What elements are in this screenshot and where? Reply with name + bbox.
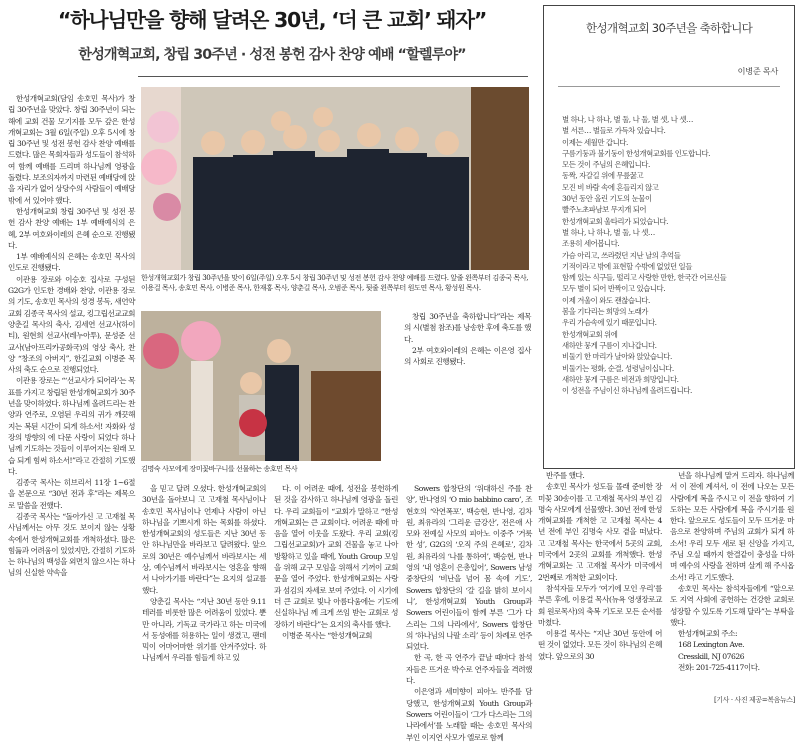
- poem-line: 빨주노초파남보 무지개 되어: [562, 205, 647, 215]
- paragraph: 한성개혁교회 창립 30주년 및 성전 봉헌 감사 찬양 예배는 1부 예배예식의 은혜, 2부 여호와이레의 은혜 순으로 진행됐다.: [8, 206, 135, 250]
- poem-line: 모두 별이 되어 반짝이고 있습니다.: [562, 284, 666, 294]
- paragraph: 김종국 목사는 히브리서 11장 1~6절을 본문으로 “30년 전과 후”라는 제목으로 말씀을 전했다.: [8, 478, 135, 510]
- poem-line: 가슴 아리고, 쓰라렸던 지난 날의 추억들: [562, 250, 681, 260]
- poem-line: 모든 것이 주님의 은혜입니다.: [562, 160, 650, 170]
- poem-line: 이 성전을 주님이신 하나님께 올려드립니다.: [562, 386, 692, 396]
- group-photo: [141, 87, 529, 270]
- flower-gift-photo: [141, 311, 381, 461]
- poem-body: [562, 114, 784, 396]
- group-photo-illustration: [141, 87, 529, 270]
- poem-line: 별 하나, 나 하나, 별 둘, 나 셋…: [562, 227, 655, 237]
- poem-line: 비둘기 한 마리가 날아와 앉았습니다.: [562, 352, 672, 362]
- divider: [138, 76, 528, 77]
- flower-gift-photo-caption: 김명숙 사모에게 장미꽃바구니를 선물하는 송호민 목사: [141, 464, 298, 473]
- flower-gift-photo-illustration: [141, 311, 381, 461]
- poem-line: 동짝, 자갈길 위에 무릎꿇고: [562, 171, 644, 181]
- article-column-3: [274, 483, 398, 705]
- paragraph: 이용걸 목사는 “지난 30년 동안에 어떤 것이 없었다. 모든 것이 하나님의 은혜였다. 앞으로의 30: [538, 629, 662, 661]
- poem-title: 한성개혁교회 30주년을 축하합니다: [585, 21, 753, 35]
- paragraph: 이병준 목사는 “한성개혁교회: [282, 630, 372, 640]
- paragraph: 반주를 했다.: [546, 471, 585, 480]
- paragraph: Sowers 합창단의 ‘위대하신 주를 찬양’, 반나영의 ‘O mio babbino caro’, 조현호의 ‘악연폭포’, 백승현, 반나영, 김차원, 최유라의 ‘그리운 금강산’, 전은애 사모와 전예실 사모의 피아노 이중주 ‘거룩한 성’, G2G의 ‘오직 주의 은혜로’, 김차원, 최유라의 ‘나를 통하여’, 백승현, 반나영의 ‘내 영혼이 은총입어’, Sowers 남성 중창단의 ‘비난을 넘어 몸 속에 기도’, Sowers 합창단의 ‘갈 길을 밝히 보이시니’, 한성개혁교회 Youth Group과 Sowers 어린이들이 함께 부른 ‘그가 다스리는 그의 나라에서’, Sowers 합창단의 ‘하나님의 나팔 소리’ 등이 차례로 연주되었다.: [406, 484, 532, 652]
- poem-line: 30년 동안 올린 기도의 눈물이: [562, 194, 652, 204]
- poem-author: 이병준 목사: [737, 66, 778, 76]
- article-headline: “하나님만을 향해 달려온 30년, ‘더 큰 교회’ 돼자”: [57, 8, 487, 32]
- poem-line: 새하얀 뭉게 구름은 비전과 희망입니다.: [562, 374, 679, 384]
- article-column-1: [8, 93, 135, 705]
- poem-line: 이제 겨울이 와도 괜찮습니다.: [562, 295, 650, 305]
- paragraph: 송호민 목사가 성도들 몰래 준비한 장미꽃 30송이를 고 고재철 목사의 부인 김명숙 사모에게 선물했다. 30년 전에 한성개혁교회를 개척한 고 고재철 목사는 4년 전에 부인 김명숙 사모 곁을 떠났다. 고 고재철 목사는 한국에서 5곳의 교회, 미국에서 2곳의 교회를 개척했다. 한성개혁교회는 고 고재철 목사가 미국에서 2번째로 개척한 교회이다.: [538, 482, 662, 582]
- paragraph: 창립 30주년을 축하합니다”라는 제목의 시(별첨 참조)를 낭송한 후에 축도를 했다.: [404, 312, 531, 344]
- poem-line: 별 서른… 별들로 가득차 있습니다.: [562, 126, 666, 136]
- poem-line: 봄을 기다리는 희망의 노래가: [562, 307, 648, 317]
- paragraph: 1부 예배예식의 은혜는 송호민 목사의 인도로 진행됐다.: [8, 252, 135, 273]
- divider: [558, 86, 780, 87]
- poem-line: 별 하나, 나 하나, 별 둘, 나 둘, 별 셋, 나 셋…: [562, 115, 693, 124]
- paragraph: 다. 이 어려운 때에, 성전을 봉헌하게 된 것을 감사하고 하나님께 영광을 돌린다. 우리 교회들이 “교회가 말하고 “한성개혁교회는 큰 교회이다. 어려운 때에 마음을 열어 이웃을 도왔다. 우리 교회(킹그립선교교회)가 교회 건물을 놓고 나아 방황하고 있을 때에, Youth Group 모임을 위해 교구 모임을 위해서 기꺼이 교회 문을 열어 주었다. 한성개혁교회는 사랑과 섬김의 자세로 보여 주었다. 이 시기에 더 큰 교회로 빛나 아름다움에는 기도에 신실하나님 께 크게 쓰임 받는 교회로 성장하기 바란다”는 요지의 축사를 했다.: [274, 484, 398, 629]
- paragraph: 년을 하나님께 맡겨 드리자. 하나님께서 이 전에 계셔서, 이 전에 나오는 모든 사람에게 복을 주시고 이 전을 향하여 기도하는 모든 사람에게 복을 주시기를 원한다. 앞으로도 성도들이 모두 뜨거운 마음으로 찬양하며 주님의 교회가 되게 하소서! 우리 모두 새로 된 신앙을 가지고, 주님 오실 때까지 한결같이 충성을 다하며 예수의 사랑을 전하며 살게 해 주시옵소서! 라고 기도했다.: [670, 471, 794, 582]
- paragraph: 양춘길 목사는 “지난 30년 동안 9.11 테러를 비롯한 많은 어려움이 있었다. 뿐만 아니라, 기독교 국가라고 하는 미국에서 동성애를 허용하는 일이 생겼고, 팬데믹이 어마어마한 위기를 안겨주었다. 하나님께서 우리를 힘들게 하고 있: [142, 596, 266, 663]
- paragraph: 송호민 목사는 참석자들에게 “앞으로도 지역 사회에 공헌하는 건강한 교회로 성장할 수 있도록 기도해 달라”는 부탁을 했다.: [670, 583, 794, 627]
- paragraph: 이관용 장로와 이승호 집사로 구성된 G2G가 인도한 경배와 찬양, 이관용 장로의 기도, 송호민 목사의 성경 봉독, 새언약교회 김종국 목사의 설교, 킹그립선교교회 양춘길 목사의 축사, 김세연 선교사(하이티), 원현희 선교사(레누아투), 문성준 선교사(남아프리카공화국)의 영상 축사, 찬양 “창조의 아버지”, 한길교회 이병준 목사의 축도 순으로 진행되었다.: [8, 274, 135, 375]
- article-column-6: [670, 470, 794, 692]
- poem-line: 구름기둥과 불기둥이 한성개혁교회를 인도합니다.: [562, 148, 711, 158]
- poem-line: 비둘기는 평화, 순결, 성령님이십니다.: [562, 363, 674, 373]
- article-column-5: [538, 470, 662, 705]
- paragraph: 김종국 목사는 “돌아가신 고 고재철 목사님께서는 아무 것도 보이지 않는 상황 속에서 한성개혁교회를 개척하셨다. 많은 힘듦과 어려움이 있었지만, 간절히 기도하는 하나님의 백성을 외면치 않으시는 하나님의 신실한 약속을: [8, 511, 135, 578]
- poem-line: 기적이라고 밖에 표현할 수밖에 없었던 일들: [562, 261, 692, 271]
- poem-line: 우리 가슴속에 있기 때문입니다.: [562, 318, 657, 328]
- paragraph: 한성개혁교회(담임 송호민 목사)가 창립 30주년을 맞았다. 창립 30주년이 되는 해에 교회 건물 모기지를 모두 갚은 한성개혁교회는 3월 6일(주일) 오후 5시에 창립 30주년 및 성전 봉헌 감사 찬양 예배를 드렸다. 많은 목회자들과 성도들이 참석하여 함께 예배를 드리며 하나님께 영광을 돌렸다. 보조의자까지 마련된 예배당에 앉을 자리가 없어 상당수의 사람들이 예배당 밖에 서 있어야 했다.: [8, 94, 135, 205]
- poem-line: 한성개혁교회 위에: [562, 329, 618, 339]
- paragraph: Cresskill, NJ 07626: [678, 651, 745, 661]
- paragraph: 한 곡, 한 곡 연주가 끝날 때마다 참석자들은 뜨거운 박수로 연주자들을 격려했다.: [406, 653, 532, 686]
- article-column-2: [142, 483, 266, 705]
- paragraph: 한성개혁교회 주소:: [678, 629, 738, 639]
- paragraph: 이은영과 세미향이 피아노 반주를 담당했고, 한성개혁교회 Youth Group과 Sowers 어린이들이 ‘그가 다스리는 그의 나라에서’를 노래할 때는 송호민 목사의 부인 이지연 사모가 엘로로 함께: [406, 687, 532, 742]
- poem-line: 조용히 세어봅니다.: [562, 239, 620, 249]
- article-subhead: 한성개혁교회, 창립 30주년 · 성전 봉헌 감사 찬양 예배 “할렐루야”: [78, 47, 466, 63]
- poem-box: [543, 5, 795, 469]
- poem-line: 모진 비 바람 속에 흔들리지 않고: [562, 182, 659, 192]
- group-photo-caption: 한성개혁교회가 창립 30주년을 맞이 6일(주일) 오후 5시 창립 30주년 및 성전 봉헌 감사 찬양 예배를 드렸다. 앞줄 왼쪽부터 김종국 목사, 이용걸 목사, 송호민 목사, 이병준 목사, 한재홍 목사, 양춘길 목사, 오범준 목사, 뒷줄 왼쪽부터 원도연 목사, 황성원 목사.: [141, 273, 529, 293]
- photo-credit: [기사 · 사진 제공=복음뉴스]: [713, 696, 795, 704]
- article-column-4-continued: [406, 483, 532, 742]
- paragraph: 168 Lexington Ave.: [678, 640, 745, 650]
- paragraph: 이관용 장로는 “‘선교사가 되어라’는 목표를 가지고 창립된 한성개혁교회가 30주년을 맞이하였다. 하나님께 올려드리는 찬양과 연주로, 오염된 우리의 귀가 깨끗해지는 복된 시간이 되게 하소서! 자화와 성장의 방향의 에 다문 사랑이 되었다 하나님께 기도하는 것들이 이루어지는 원래 모습 되게 힘써 하소서!”라고 간절히 기도했다.: [8, 376, 135, 476]
- paragraph: 전화: 201-725-4117이다.: [678, 663, 760, 673]
- poem-line: 새하얀 뭉게 구름이 지나갑니다.: [562, 340, 657, 350]
- paragraph: 참석자들 모두가 ‘여기에 모인 우리’를 부른 후에, 이용걸 목사(뉴욕 영생장로교회 원로목사)의 축복 기도로 모든 순서를 마쳤다.: [538, 583, 662, 627]
- paragraph: 2부 여호와이레의 은혜는 이은영 집사의 사회로 진행됐다.: [404, 345, 531, 367]
- poem-line: 함께 있는 식구들, 떨리고 사랑한 만한, 한국간 어르신들: [562, 273, 727, 283]
- poem-line: 이제는 세월만 갑니다.: [562, 137, 628, 147]
- poem-line: 한성개혁교회 울타리가 되었습니다.: [562, 216, 669, 226]
- paragraph: 을 믿고 달려 오셨다. 한성개혁교회의 30년을 돌아보니 고 고재철 목사님이나 송호민 목사님이나 언제나 사람이 아닌 하나님을 기쁘시게 하는 목회를 하셨다. 한성개혁교회의 성도들은 지난 30년 동안 하나님만을 바라보고 달려왔다. 앞으로의 30년은 예수님께서 바라보시는 세상, 예수님께서 바라보시는 영혼을 향해서 나아가기를 바란다”는 요지의 설교를 했다.: [142, 484, 266, 595]
- article-column-4: [404, 311, 531, 477]
